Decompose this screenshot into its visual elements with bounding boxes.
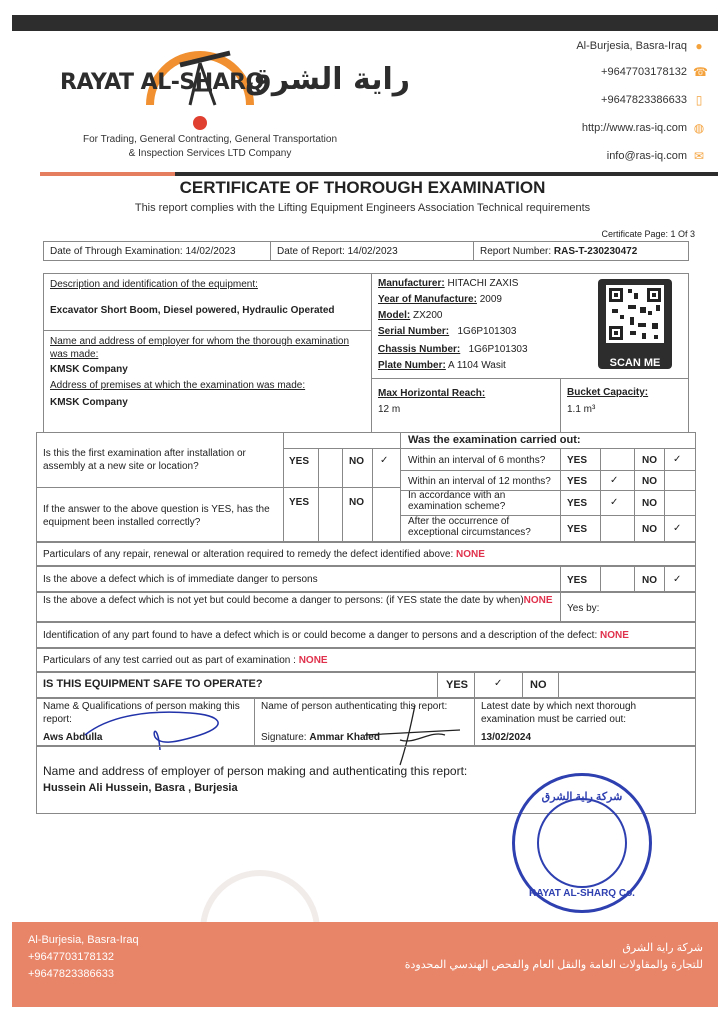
stamp-arabic: شركة راية الشرق — [541, 791, 623, 803]
stamp-text: RAYAT AL-SHARQ Co. — [529, 888, 635, 899]
divider — [400, 470, 696, 471]
c3-no[interactable]: NO — [642, 498, 657, 509]
divider — [560, 592, 561, 622]
chassis: Chassis Number: 1G6P101303 — [378, 344, 528, 355]
contact-text: +9647823386633 — [601, 94, 687, 106]
auth-signature: Signature: Ammar Khaled — [261, 732, 380, 743]
safe-question: IS THIS EQUIPMENT SAFE TO OPERATE? — [43, 678, 263, 690]
c1-label: Within an interval of 6 months? — [408, 455, 546, 466]
contact-text: Al-Burjesia, Basra-Iraq — [576, 40, 687, 52]
desc-label: Description and identification of the equipment: — [50, 279, 258, 290]
manufacturer: Manufacturer: HITACHI ZAXIS — [378, 278, 519, 289]
cert-page-number: Certificate Page: 1 Of 3 — [601, 229, 695, 239]
employer-value: KMSK Company — [50, 364, 128, 375]
tagline-line: & Inspection Services LTD Company — [128, 148, 292, 159]
q1-no-check: ✓ — [380, 455, 389, 466]
next-date: 13/02/2024 — [481, 732, 532, 743]
c4-label: After the occurrence of exceptional circumstances? — [408, 516, 531, 538]
divider — [400, 448, 696, 449]
tagline-line: For Trading, General Contracting, General Transportation — [82, 134, 338, 145]
immediate-no[interactable]: NO — [642, 575, 657, 586]
year: Year of Manufacture: 2009 — [378, 294, 502, 305]
report-number: Report Number: RAS-T-230230472 — [480, 246, 638, 257]
mail-icon: ✉ — [693, 149, 705, 163]
c1-check: ✓ — [673, 454, 682, 465]
safe-yes[interactable]: YES — [446, 679, 469, 691]
divider — [600, 566, 601, 592]
c2-check: ✓ — [610, 475, 619, 486]
qr-code[interactable] — [598, 279, 672, 369]
divider — [558, 672, 559, 698]
divider — [270, 241, 271, 261]
divider — [372, 448, 373, 542]
divider — [560, 566, 561, 592]
c4-no[interactable]: NO — [642, 524, 657, 535]
stamp-inner — [537, 798, 627, 888]
premises-label: Address of premises at which the examination was made: — [50, 380, 306, 391]
divider — [473, 241, 474, 261]
maker-label: Name & Qualifications of person making this report: — [43, 701, 240, 725]
divider — [283, 448, 400, 449]
q1-yes[interactable]: YES — [289, 456, 310, 467]
divider — [634, 566, 635, 592]
page-title: CERTIFICATE OF THOROUGH EXAMINATION — [179, 178, 546, 197]
footer-arabic — [405, 940, 703, 974]
divider — [634, 448, 635, 542]
footer-line: +9647703178132 — [28, 951, 114, 963]
contact-website[interactable] — [582, 122, 705, 134]
immediate-danger: Is the above a defect which is of immediate danger to persons — [43, 574, 318, 585]
c1-no[interactable]: NO — [642, 455, 657, 466]
serial: Serial Number: 1G6P101303 — [378, 326, 517, 337]
logo-arabic: راية الشرق — [245, 62, 411, 97]
location-icon: ● — [695, 39, 703, 53]
divider — [342, 448, 343, 542]
immediate-yes[interactable]: YES — [567, 575, 588, 586]
c3-yes[interactable]: YES — [567, 498, 588, 509]
logo-text: RAYAT AL-SHARQ — [60, 70, 264, 95]
q2-yes[interactable]: YES — [289, 497, 310, 508]
c1-yes[interactable]: YES — [567, 455, 588, 466]
contact-text: +9647703178132 — [601, 66, 687, 78]
footer-address — [28, 932, 139, 983]
q-first-exam: Is this the first examination after installation or assembly at a new site or location? — [43, 448, 246, 472]
yes-by: Yes by: — [567, 603, 600, 614]
test: Particulars of any test carried out as part of examination : NONE — [43, 655, 328, 666]
q-installed-correctly: If the answer to the above question is YES, has the equipment been installed correctly? — [43, 504, 270, 528]
divider — [254, 698, 255, 746]
divider — [371, 273, 372, 433]
q1-no[interactable]: NO — [349, 456, 364, 467]
c2-no[interactable]: NO — [642, 476, 657, 487]
date-exam: Date of Through Examination: 14/02/2023 — [50, 246, 236, 257]
divider-accent — [40, 172, 175, 176]
page-subtitle: This report complies with the Lifting Equipment Engineers Association Technical requirements — [134, 202, 591, 214]
contact-text[interactable]: info@ras-iq.com — [606, 150, 687, 162]
divider — [36, 487, 400, 488]
divider — [560, 448, 561, 542]
footer-line: للتجارة والمقاولات العامة والنقل العام والفحص الهندسي المحدودة — [404, 959, 703, 971]
qr-icon — [598, 279, 672, 349]
divider — [560, 378, 561, 433]
date-report: Date of Report: 14/02/2023 — [277, 246, 398, 257]
footer-line: Al-Burjesia, Basra-Iraq — [28, 934, 139, 946]
contact-address — [576, 40, 705, 52]
model: Model: ZX200 — [378, 310, 443, 321]
desc-value: Excavator Short Boom, Diesel powered, Hydraulic Operated — [50, 305, 335, 316]
scan-me-label: SCAN ME — [609, 357, 661, 369]
mobile-icon: ▯ — [695, 93, 703, 107]
contact-mobile — [601, 94, 705, 106]
employer-report-label: Name and address of employer of person making and authenticating this report: — [43, 764, 468, 778]
immediate-check: ✓ — [673, 574, 682, 585]
c2-yes[interactable]: YES — [567, 476, 588, 487]
contact-text[interactable]: http://www.ras-iq.com — [581, 122, 687, 134]
q2-no[interactable]: NO — [349, 497, 364, 508]
c3-check: ✓ — [610, 497, 619, 508]
divider — [474, 672, 475, 698]
next-label: Latest date by which next thorough examination must be carried out: — [481, 701, 637, 725]
divider — [600, 448, 601, 542]
divider — [437, 672, 438, 698]
plate: Plate Number: A 1104 Wasit — [378, 360, 506, 371]
bucket-value: 1.1 m³ — [567, 404, 596, 415]
footer-line: +9647823386633 — [28, 968, 114, 980]
footer-line: شركة راية الشرق — [622, 942, 703, 954]
reach-value: 12 m — [378, 404, 401, 415]
top-bar — [12, 15, 718, 31]
c4-yes[interactable]: YES — [567, 524, 588, 535]
contact-phone — [601, 65, 708, 79]
c2-label: Within an interval of 12 months? — [408, 476, 551, 487]
repair: Particulars of any repair, renewal or alteration required to remedy the defect identified above: NONE — [43, 549, 485, 560]
divider — [318, 448, 319, 542]
c3-label: In accordance with an examination scheme? — [408, 490, 506, 512]
divider — [43, 330, 371, 331]
maker-name: Aws Abdulla — [43, 732, 103, 743]
auth-label: Name of person authenticating this report: — [261, 701, 448, 712]
employer-label: Name and address of employer for whom the thorough examination was made: — [50, 336, 350, 360]
divider — [522, 672, 523, 698]
safe-no[interactable]: NO — [530, 679, 547, 691]
divider — [664, 566, 665, 592]
globe-icon: ◍ — [693, 121, 705, 135]
divider — [664, 448, 665, 542]
tagline — [60, 133, 360, 161]
c4-check: ✓ — [673, 523, 682, 534]
future-danger: Is the above a defect which is not yet but could become a danger to persons: (if YES state the date by when)NONE — [43, 595, 553, 606]
carried-title: Was the examination carried out: — [408, 434, 581, 446]
ident: Identification of any part found to have a defect which is or could become a danger to persons and a description of the defect: NONE — [43, 630, 629, 641]
safe-check: ✓ — [494, 678, 503, 689]
premises-value: KMSK Company — [50, 397, 128, 408]
reach-label: Max Horizontal Reach: — [378, 388, 486, 399]
contact-email[interactable] — [607, 150, 705, 162]
bucket-label: Bucket Capacity: — [567, 387, 649, 398]
company-stamp — [512, 773, 652, 913]
employer-report-value: Hussein Ali Hussein, Basra , Burjesia — [43, 782, 238, 794]
divider — [371, 378, 689, 379]
phone-icon: ☎ — [693, 65, 708, 79]
